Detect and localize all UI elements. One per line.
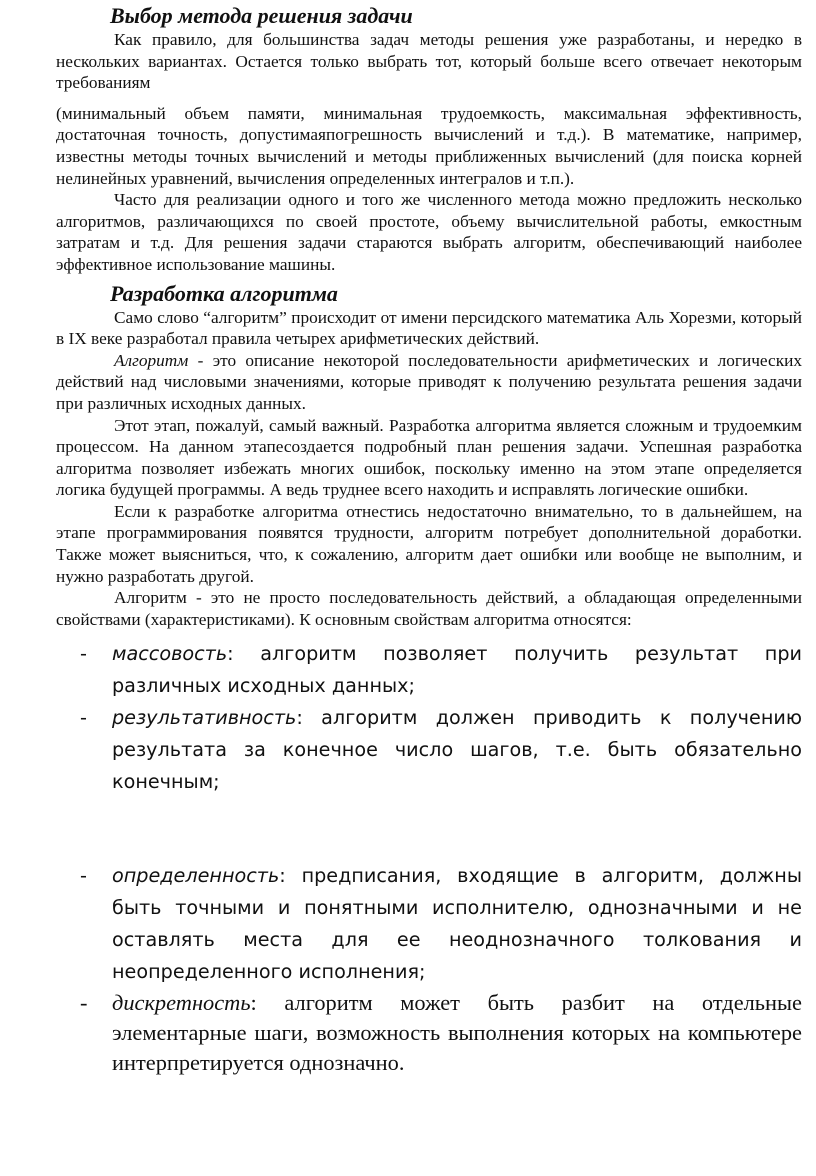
- paragraph-algorithm-care: Если к разработке алгоритма отнестись недостаточно внимательно, то в дальнейшем, на этапе программирования появятся трудности, алгоритм потребует дополнительной доработки. Также может выясниться, что, к сожалению, алгоритм дает ошибки или вообще не выполним, и нужно разработать другой.: [56, 501, 802, 586]
- algorithm-definition-text: - это описание некоторой последовательности арифметических и логических действий над числовыми значениями, которые приводят к получению результата решения задачи при различных исходных данных.: [56, 350, 802, 413]
- paragraph-method-algorithms: Часто для реализации одного и того же численного метода можно предложить несколько алгоритмов, различающихся по своей простоте, объему вычислительной работы, емкостным затратам и т.д. Для решения задачи стараются выбрать алгоритм, обеспечивающий наиболее эффективное использование машины.: [56, 190, 802, 274]
- list-item-definiteness: - определенность: предписания, входящие в алгоритм, должны быть точными и понятными исполнителю, однозначными и не оставлять места для ее неоднозначного толкования и неопределенного исполнения;: [80, 864, 802, 984]
- list-item-discreteness: - дискретность: алгоритм может быть разбит на отдельные элементарные шаги, возможность выполнения которых на компьютере интерпретируется однозначно.: [80, 990, 802, 1076]
- properties-list-continued: [56, 988, 802, 1078]
- paragraph-method-requirements: (минимальный объем памяти, минимальная трудоемкость, максимальная эффективность, достаточная точность, допустимаяпогрешность вычислений и т.д.). В математике, например, известны методы точных вычислений и методы приближенных вычислений (для поиска корней нелинейных уравнений, вычисления определенных интегралов и т.п.).: [56, 103, 802, 188]
- paragraph-algorithm-definition: [56, 350, 802, 415]
- property-text: : алгоритм должен приводить к получению результата за конечное число шагов, т.е. быть обязательно конечным;: [112, 706, 802, 794]
- paragraph-method-intro: Как правило, для большинства задач методы решения уже разработаны, и нередко в нескольких вариантах. Остается только выбрать тот, который больше всего отвечает некоторым требованиям: [56, 30, 802, 93]
- properties-list: [56, 638, 802, 988]
- property-text: : алгоритм позволяет получить результат при различных исходных данных;: [112, 642, 802, 698]
- section-title-method-choice: Выбор метода решения задачи: [110, 3, 413, 28]
- property-term: результативность: [112, 706, 297, 730]
- property-term: определенность: [112, 864, 280, 888]
- document-page: [56, 0, 802, 1078]
- list-item-mass: - массовость: алгоритм позволяет получить результат при различных исходных данных;: [80, 642, 802, 698]
- property-text: : предписания, входящие в алгоритм, должны быть точными и понятными исполнителю, однозначными и не оставлять места для ее неоднозначного толкования и неопределенного исполнения;: [112, 864, 802, 984]
- paragraph-algorithm-properties-intro: Алгоритм - это не просто последовательность действий, а обладающая определенными свойствами (характеристиками). К основным свойствам алгоритма относятся:: [56, 588, 802, 629]
- paragraph-algorithm-importance: Этот этап, пожалуй, самый важный. Разработка алгоритма является сложным и трудоемким процессом. На данном этапесоздается подробный план решения задачи. Успешная разработка алгоритма позволяет избежать многих ошибок, поскольку именно на этом этапе определяется логика будущей программы. А ведь труднее всего находить и исправлять логические ошибки.: [56, 415, 802, 500]
- property-term: массовость: [112, 642, 228, 666]
- property-text: : алгоритм может быть разбит на отдельные элементарные шаги, возможность выполнения которых на компьютере интерпретируется однозначно.: [112, 990, 802, 1076]
- property-term: дискретность: [112, 990, 251, 1016]
- list-item-result: - результативность: алгоритм должен приводить к получению результата за конечное число шагов, т.е. быть обязательно конечным;: [80, 706, 802, 794]
- section-title-algorithm-design: Разработка алгоритма: [110, 280, 338, 306]
- paragraph-algorithm-origin: Само слово “алгоритм” происходит от имени персидского математика Аль Хорезми, который в IX веке разработал правила четырех арифметических действий.: [56, 307, 802, 349]
- algorithm-term: Алгоритм: [114, 350, 189, 370]
